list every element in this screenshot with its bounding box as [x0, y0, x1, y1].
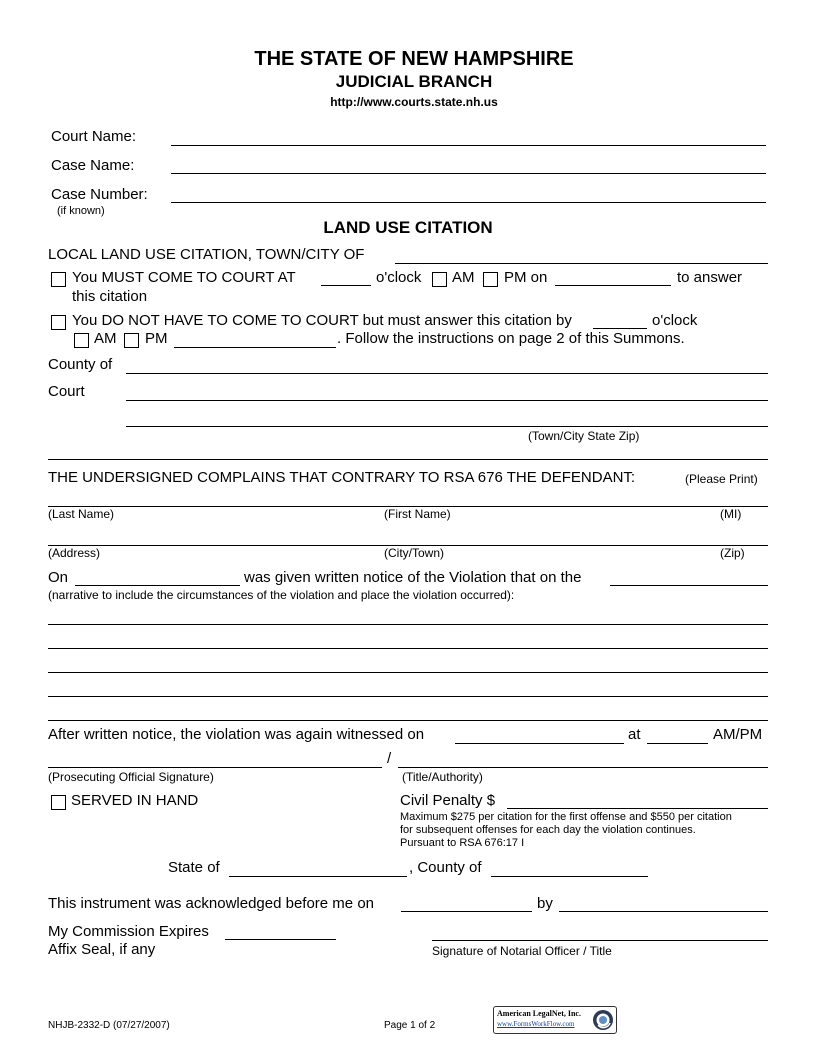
notice-date-field[interactable]	[75, 585, 240, 586]
affix-seal-label: Affix Seal, if any	[48, 941, 156, 958]
section-divider	[48, 459, 768, 460]
narrative-line[interactable]	[48, 720, 768, 721]
state-of-label: State of	[168, 859, 220, 876]
commission-expires-label: My Commission Expires	[48, 923, 209, 940]
must-appear-this-citation: this citation	[72, 288, 148, 305]
title-authority-field[interactable]	[398, 767, 768, 768]
court-name-label: Court Name:	[51, 128, 137, 145]
county-of-label: County of	[48, 356, 113, 373]
notary-state-field[interactable]	[229, 876, 407, 877]
publisher-logo[interactable]	[493, 1006, 617, 1034]
notary-county-field[interactable]	[491, 876, 648, 877]
case-name-field[interactable]	[171, 173, 766, 174]
must-appear-date-field[interactable]	[555, 285, 671, 286]
court-address-field[interactable]	[126, 426, 768, 427]
town-state-zip-caption: (Town/City State Zip)	[528, 429, 640, 443]
witness-text: After written notice, the violation was again witnessed on	[48, 726, 425, 743]
prosecuting-caption: (Prosecuting Official Signature)	[48, 770, 214, 784]
acknowledged-date-field[interactable]	[401, 911, 532, 912]
must-appear-pm-checkbox[interactable]	[483, 272, 498, 287]
mi-caption: (MI)	[720, 507, 742, 521]
court-name-field[interactable]	[171, 145, 766, 146]
not-appear-oclock: o'clock	[652, 312, 698, 329]
violation-date-field[interactable]	[610, 585, 768, 586]
zip-caption: (Zip)	[720, 546, 745, 560]
not-appear-time-field[interactable]	[593, 328, 647, 329]
logo-globe-icon	[592, 1009, 614, 1031]
page-title-state: THE STATE OF NEW HAMPSHIRE	[254, 48, 574, 70]
if-known-note: (if known)	[57, 205, 105, 217]
notary-county-of-label: , County of	[409, 859, 482, 876]
first-name-caption: (First Name)	[384, 507, 451, 521]
narrative-note: (narrative to include the circumstances of the violation and place the violation occurred):	[48, 588, 515, 602]
notary-signature-field[interactable]	[432, 940, 768, 941]
must-appear-pm-on-label: PM on	[504, 269, 548, 286]
form-title: LAND USE CITATION	[323, 218, 493, 237]
not-appear-checkbox[interactable]	[51, 315, 66, 330]
please-print-note: (Please Print)	[685, 472, 758, 486]
civil-penalty-field[interactable]	[507, 808, 768, 809]
court-field[interactable]	[126, 400, 768, 401]
prosecuting-signature-field[interactable]	[48, 767, 382, 768]
complaint-heading: THE UNDERSIGNED COMPLAINS THAT CONTRARY TO RSA 676 THE DEFENDANT:	[48, 469, 636, 486]
must-appear-text: You MUST COME TO COURT AT	[72, 269, 296, 286]
logo-url-link[interactable]: www.FormsWorkFlow.com	[497, 1020, 575, 1028]
narrative-line[interactable]	[48, 696, 768, 697]
signature-slash: /	[387, 750, 392, 767]
narrative-line[interactable]	[48, 672, 768, 673]
given-notice-text: was given written notice of the Violation that on the	[244, 569, 582, 586]
witness-time-field[interactable]	[647, 743, 708, 744]
town-city-field[interactable]	[395, 263, 768, 264]
must-appear-checkbox[interactable]	[51, 272, 66, 287]
commission-expires-field[interactable]	[225, 939, 336, 940]
case-number-field[interactable]	[171, 202, 766, 203]
witness-am-pm-label: AM/PM	[713, 726, 763, 743]
civil-penalty-label: Civil Penalty $	[400, 792, 496, 809]
acknowledged-by-label: by	[537, 895, 553, 912]
notice-on-label: On	[48, 569, 69, 586]
narrative-line[interactable]	[48, 624, 768, 625]
not-appear-text: You DO NOT HAVE TO COME TO COURT but must answer this citation by	[72, 312, 572, 329]
court-url-link[interactable]: http://www.courts.state.nh.us	[330, 95, 498, 109]
court-label: Court	[48, 383, 85, 400]
narrative-line[interactable]	[48, 648, 768, 649]
case-name-label: Case Name:	[51, 157, 135, 174]
must-appear-am-label: AM	[452, 269, 475, 286]
served-in-hand-label: SERVED IN HAND	[71, 792, 199, 809]
must-appear-time-field[interactable]	[321, 285, 371, 286]
must-appear-oclock: o'clock	[376, 269, 422, 286]
not-appear-date-field[interactable]	[174, 347, 336, 348]
last-name-caption: (Last Name)	[48, 507, 115, 521]
served-in-hand-checkbox[interactable]	[51, 795, 66, 810]
penalty-note-line1: Maximum $275 per citation for the first offense and $550 per citation	[400, 811, 732, 823]
must-appear-am-checkbox[interactable]	[432, 272, 447, 287]
not-appear-am-checkbox[interactable]	[74, 333, 89, 348]
notary-signature-caption: Signature of Notarial Officer / Title	[432, 944, 612, 958]
acknowledged-by-field[interactable]	[559, 911, 768, 912]
page-title-branch: JUDICIAL BRANCH	[335, 72, 493, 91]
local-citation-label: LOCAL LAND USE CITATION, TOWN/CITY OF	[48, 246, 365, 263]
page-number: Page 1 of 2	[384, 1020, 436, 1031]
must-appear-to-answer: to answer	[677, 269, 743, 286]
county-field[interactable]	[126, 373, 768, 374]
penalty-note-line3: Pursuant to RSA 676:17 I	[400, 837, 525, 849]
title-authority-caption: (Title/Authority)	[402, 770, 483, 784]
address-caption: (Address)	[48, 546, 101, 560]
acknowledged-text: This instrument was acknowledged before me on	[48, 895, 375, 912]
logo-company-name: American LegalNet, Inc.	[497, 1009, 581, 1018]
not-appear-follow: . Follow the instructions on page 2 of this Summons.	[337, 330, 685, 347]
witness-date-field[interactable]	[455, 743, 624, 744]
city-town-caption: (City/Town)	[384, 546, 445, 560]
not-appear-pm-checkbox[interactable]	[124, 333, 139, 348]
penalty-note-line2: for subsequent offenses for each day the violation continues.	[400, 824, 696, 836]
witness-at-label: at	[628, 726, 641, 743]
not-appear-pm-label: PM	[145, 330, 168, 347]
form-id: NHJB-2332-D (07/27/2007)	[48, 1020, 170, 1031]
case-number-label: Case Number:	[51, 186, 148, 203]
not-appear-am-label: AM	[94, 330, 117, 347]
